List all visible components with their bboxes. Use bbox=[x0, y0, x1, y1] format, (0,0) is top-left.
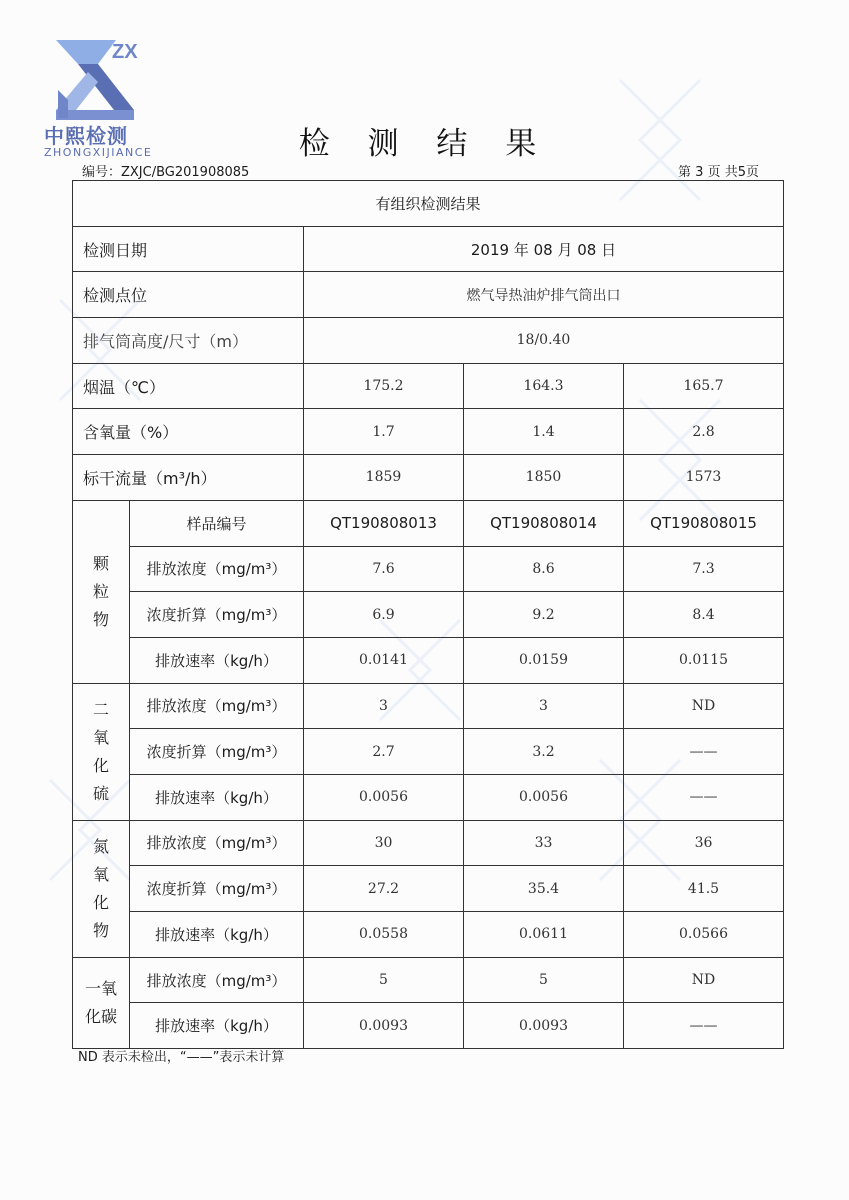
table-cell: ND bbox=[624, 683, 784, 729]
table-cell: 0.0056 bbox=[464, 774, 624, 820]
table-row bbox=[73, 226, 784, 272]
table-row bbox=[73, 318, 784, 364]
point-value: 燃气导热油炉排气筒出口 bbox=[304, 272, 784, 318]
table-row bbox=[73, 729, 784, 775]
table-cell: —— bbox=[624, 774, 784, 820]
row-label: 排放浓度（mg/m³） bbox=[130, 957, 304, 1003]
table-cell: ND bbox=[624, 957, 784, 1003]
table-cell: 1859 bbox=[304, 455, 464, 501]
date-value: 2019 年 08 月 08 日 bbox=[304, 226, 784, 272]
table-cell: 36 bbox=[624, 820, 784, 866]
table-cell: 7.6 bbox=[304, 546, 464, 592]
table-row bbox=[73, 683, 784, 729]
table-row bbox=[73, 957, 784, 1003]
table-cell: 3.2 bbox=[464, 729, 624, 775]
table-cell: 165.7 bbox=[624, 363, 784, 409]
stack-value: 18/0.40 bbox=[304, 318, 784, 364]
row-label: 浓度折算（mg/m³） bbox=[130, 729, 304, 775]
table-cell: 0.0115 bbox=[624, 637, 784, 683]
table-row bbox=[73, 774, 784, 820]
table-cell: 0.0611 bbox=[464, 912, 624, 958]
footnote: ND 表示未检出，“——”表示未计算 bbox=[78, 1050, 285, 1065]
svg-text:ZX: ZX bbox=[112, 41, 138, 63]
table-cell: 41.5 bbox=[624, 866, 784, 912]
table-row bbox=[73, 546, 784, 592]
table-row bbox=[73, 820, 784, 866]
sample-id: QT190808014 bbox=[464, 500, 624, 546]
table-cell: 27.2 bbox=[304, 866, 464, 912]
table-row bbox=[73, 455, 784, 501]
table-cell: 2.8 bbox=[624, 409, 784, 455]
table-row bbox=[73, 637, 784, 683]
table-row bbox=[73, 912, 784, 958]
table-cell: 33 bbox=[464, 820, 624, 866]
table-cell: 8.4 bbox=[624, 592, 784, 638]
table-cell: 30 bbox=[304, 820, 464, 866]
page-title: 检 测 结 果 bbox=[298, 126, 551, 162]
table-cell: —— bbox=[624, 1003, 784, 1049]
table-row bbox=[73, 181, 784, 227]
table-row bbox=[73, 500, 784, 546]
table-cell: 3 bbox=[304, 683, 464, 729]
table-row bbox=[73, 866, 784, 912]
flow-label: 标干流量（m³/h） bbox=[73, 455, 304, 501]
page-indicator: 第 3 页 共5页 bbox=[678, 165, 759, 180]
sample-id: QT190808013 bbox=[304, 500, 464, 546]
temp-label: 烟温（℃） bbox=[73, 363, 304, 409]
table-cell: 3 bbox=[464, 683, 624, 729]
brand-name-en: ZHONGXIJIANCE bbox=[44, 146, 153, 159]
table-cell: 164.3 bbox=[464, 363, 624, 409]
row-label: 浓度折算（mg/m³） bbox=[130, 866, 304, 912]
point-label: 检测点位 bbox=[73, 272, 304, 318]
table-cell: 1573 bbox=[624, 455, 784, 501]
report-number: 编号：ZXJC/BG201908085 bbox=[82, 165, 250, 180]
row-label: 排放浓度（mg/m³） bbox=[130, 820, 304, 866]
table-row bbox=[73, 1003, 784, 1049]
row-label: 浓度折算（mg/m³） bbox=[130, 592, 304, 638]
table-cell: 1.4 bbox=[464, 409, 624, 455]
table-row bbox=[73, 363, 784, 409]
table-row bbox=[73, 409, 784, 455]
group-particulate: 颗 粒 物 bbox=[73, 500, 130, 683]
row-label: 排放速率（kg/h） bbox=[130, 1003, 304, 1049]
row-label: 排放浓度（mg/m³） bbox=[130, 546, 304, 592]
table-cell: 1.7 bbox=[304, 409, 464, 455]
row-label: 排放速率（kg/h） bbox=[130, 774, 304, 820]
table-cell: 5 bbox=[464, 957, 624, 1003]
table-cell: 0.0056 bbox=[304, 774, 464, 820]
oxygen-label: 含氧量（%） bbox=[73, 409, 304, 455]
table-cell: 0.0566 bbox=[624, 912, 784, 958]
table-cell: 2.7 bbox=[304, 729, 464, 775]
row-label: 排放浓度（mg/m³） bbox=[130, 683, 304, 729]
table-cell: 1850 bbox=[464, 455, 624, 501]
sample-label: 样品编号 bbox=[130, 500, 304, 546]
table-cell: 175.2 bbox=[304, 363, 464, 409]
table-cell: 6.9 bbox=[304, 592, 464, 638]
row-label: 排放速率（kg/h） bbox=[130, 912, 304, 958]
stack-label: 排气筒高度/尺寸（m） bbox=[73, 318, 304, 364]
table-cell: 0.0093 bbox=[304, 1003, 464, 1049]
date-label: 检测日期 bbox=[73, 226, 304, 272]
table-cell: 8.6 bbox=[464, 546, 624, 592]
group-co: 一氧 化碳 bbox=[73, 957, 130, 1048]
brand-name: 中熙检测 bbox=[44, 124, 128, 148]
sample-id: QT190808015 bbox=[624, 500, 784, 546]
table-cell: 35.4 bbox=[464, 866, 624, 912]
table-cell: 5 bbox=[304, 957, 464, 1003]
table-cell: —— bbox=[624, 729, 784, 775]
group-nox: 氮 氧 化 物 bbox=[73, 820, 130, 957]
table-cell: 7.3 bbox=[624, 546, 784, 592]
table-cell: 0.0558 bbox=[304, 912, 464, 958]
table-heading: 有组织检测结果 bbox=[73, 181, 784, 227]
table-row bbox=[73, 592, 784, 638]
group-so2: 二 氧 化 硫 bbox=[73, 683, 130, 820]
table-cell: 0.0159 bbox=[464, 637, 624, 683]
table-row bbox=[73, 272, 784, 318]
results-table bbox=[72, 180, 784, 1049]
table-cell: 0.0093 bbox=[464, 1003, 624, 1049]
table-cell: 9.2 bbox=[464, 592, 624, 638]
table-cell: 0.0141 bbox=[304, 637, 464, 683]
row-label: 排放速率（kg/h） bbox=[130, 637, 304, 683]
